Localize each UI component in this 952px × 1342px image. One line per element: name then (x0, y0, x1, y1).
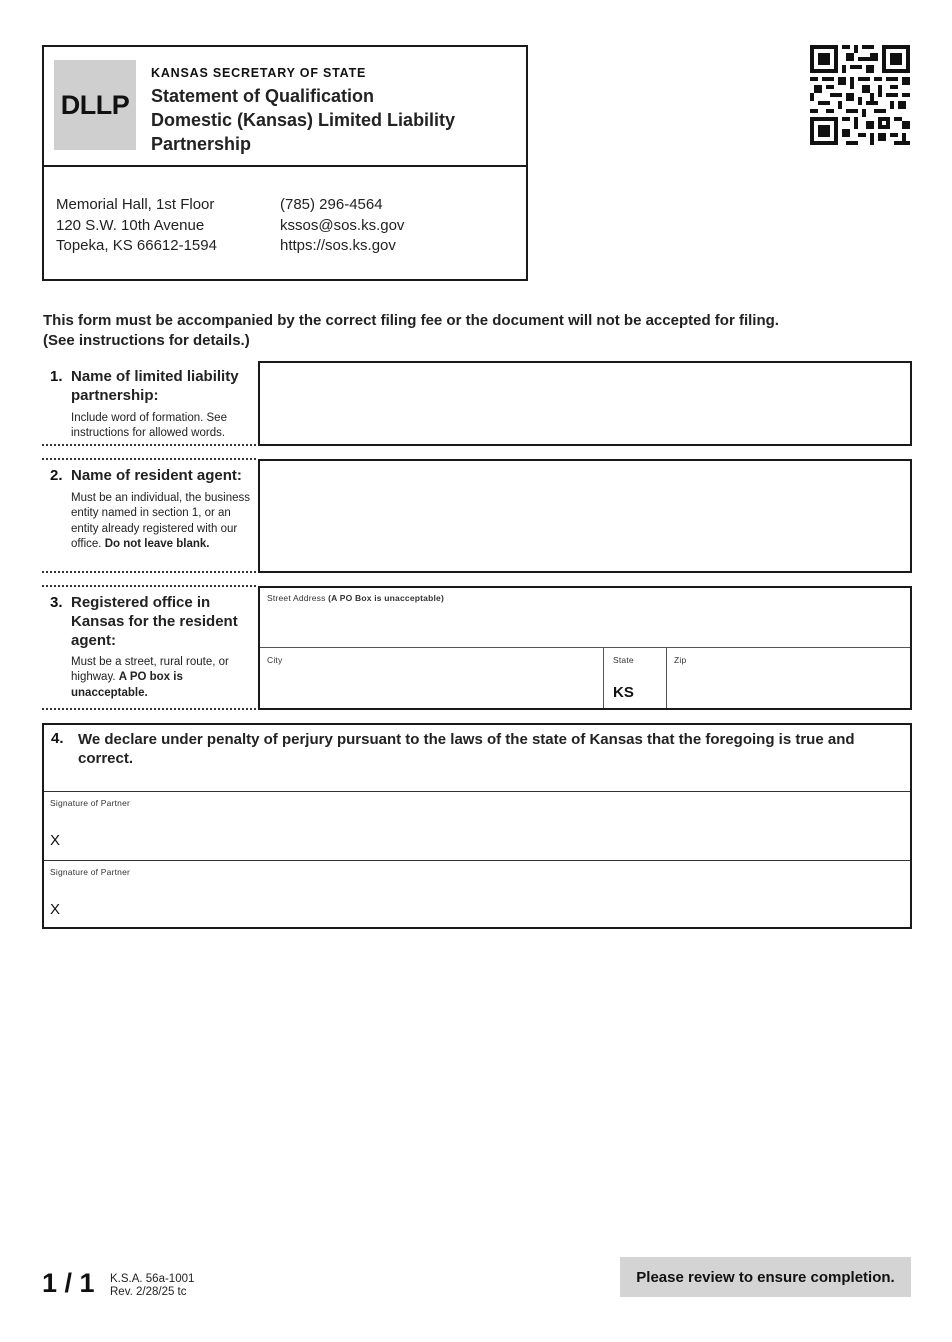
address-row-divider (260, 647, 910, 648)
note-emphasis: Do not leave blank. (104, 537, 210, 550)
section-divider (42, 444, 256, 446)
signature-label: Signature of Partner (50, 867, 131, 877)
phone-number: (785) 296-4564 (280, 196, 383, 213)
revision-text: Rev. 2/28/25 tc (110, 1286, 187, 1298)
state-zip-divider (666, 647, 667, 708)
form-title-line: Statement of Qualification (151, 86, 375, 106)
section-title: Name of limited liability partnership: (71, 368, 239, 404)
section-note (71, 655, 255, 701)
signature-mark: X (50, 901, 61, 918)
section-divider (42, 708, 256, 710)
zip-label: Zip (674, 655, 687, 665)
note-text: Must be a street, rural route, or highway. (71, 656, 229, 684)
page-number: 1 / 1 (42, 1268, 95, 1298)
header-divider (42, 165, 528, 167)
llp-name-input[interactable] (258, 361, 912, 446)
note-emphasis: A PO box is unacceptable. (71, 671, 183, 699)
form-code-badge: DLLP (54, 60, 136, 150)
signature-divider (44, 860, 910, 861)
city-label: City (267, 655, 283, 665)
declaration-text: We declare under penalty of perjury pursuant to the laws of the state of Kansas that the foregoing is true and correct. (78, 731, 855, 767)
section-1-label (42, 367, 256, 443)
section-number: 4. (51, 730, 64, 747)
street-address-input[interactable] (262, 605, 908, 645)
signature-field-2[interactable] (44, 879, 910, 925)
review-notice: Please review to ensure completion. (620, 1257, 911, 1297)
address-line: Topeka, KS 66612-1594 (56, 237, 217, 254)
section-title: Name of resident agent: (71, 467, 242, 484)
section-3-label (42, 593, 256, 707)
city-input[interactable] (262, 668, 600, 706)
state-value: KS (613, 684, 634, 701)
zip-input[interactable] (670, 668, 906, 706)
signature-label: Signature of Partner (50, 798, 131, 808)
section-2-label (42, 466, 256, 570)
section-number: 2. (50, 467, 63, 484)
section-divider (42, 571, 256, 573)
section-title: Registered office in Kansas for the resident agent: (71, 594, 238, 649)
section-number: 3. (50, 594, 63, 611)
section-divider (42, 458, 256, 460)
form-title-line: Partnership (151, 134, 252, 154)
instructions-line: (See instructions for details.) (43, 332, 250, 349)
website-link[interactable]: https://sos.ks.gov (280, 237, 396, 254)
qr-code-icon (810, 45, 910, 145)
section-number: 1. (50, 368, 63, 385)
office-contact (280, 195, 404, 257)
agency-name: KANSAS SECRETARY OF STATE (151, 66, 367, 80)
section-divider (42, 585, 256, 587)
address-line: Memorial Hall, 1st Floor (56, 196, 215, 213)
state-label: State (613, 655, 634, 665)
section-note: Include word of formation. See instructions for allowed words. (71, 412, 227, 440)
form-title-line: Domestic (Kansas) Limited Liability (151, 110, 456, 130)
section-note (71, 491, 255, 552)
signature-mark: X (50, 832, 61, 849)
address-line: 120 S.W. 10th Avenue (56, 216, 205, 234)
email-link[interactable]: kssos@sos.ks.gov (280, 216, 405, 234)
instructions-line: This form must be accompanied by the correct filing fee or the document will not be accepted for filing. (43, 312, 779, 329)
city-state-divider (603, 647, 604, 708)
filing-instructions (43, 311, 779, 351)
resident-agent-input[interactable] (258, 459, 912, 573)
signature-divider (44, 791, 910, 792)
office-address (56, 195, 217, 257)
form-title (151, 84, 511, 156)
street-address-label: Street Address (A PO Box is unacceptable) (267, 593, 445, 603)
note-text: Must be an individual, the business entity named in section 1, or an entity already registered with our office. (71, 492, 250, 550)
signature-field-1[interactable] (44, 810, 910, 858)
statute-reference (110, 1273, 194, 1299)
statute-text: K.S.A. 56a-1001 (110, 1273, 195, 1285)
